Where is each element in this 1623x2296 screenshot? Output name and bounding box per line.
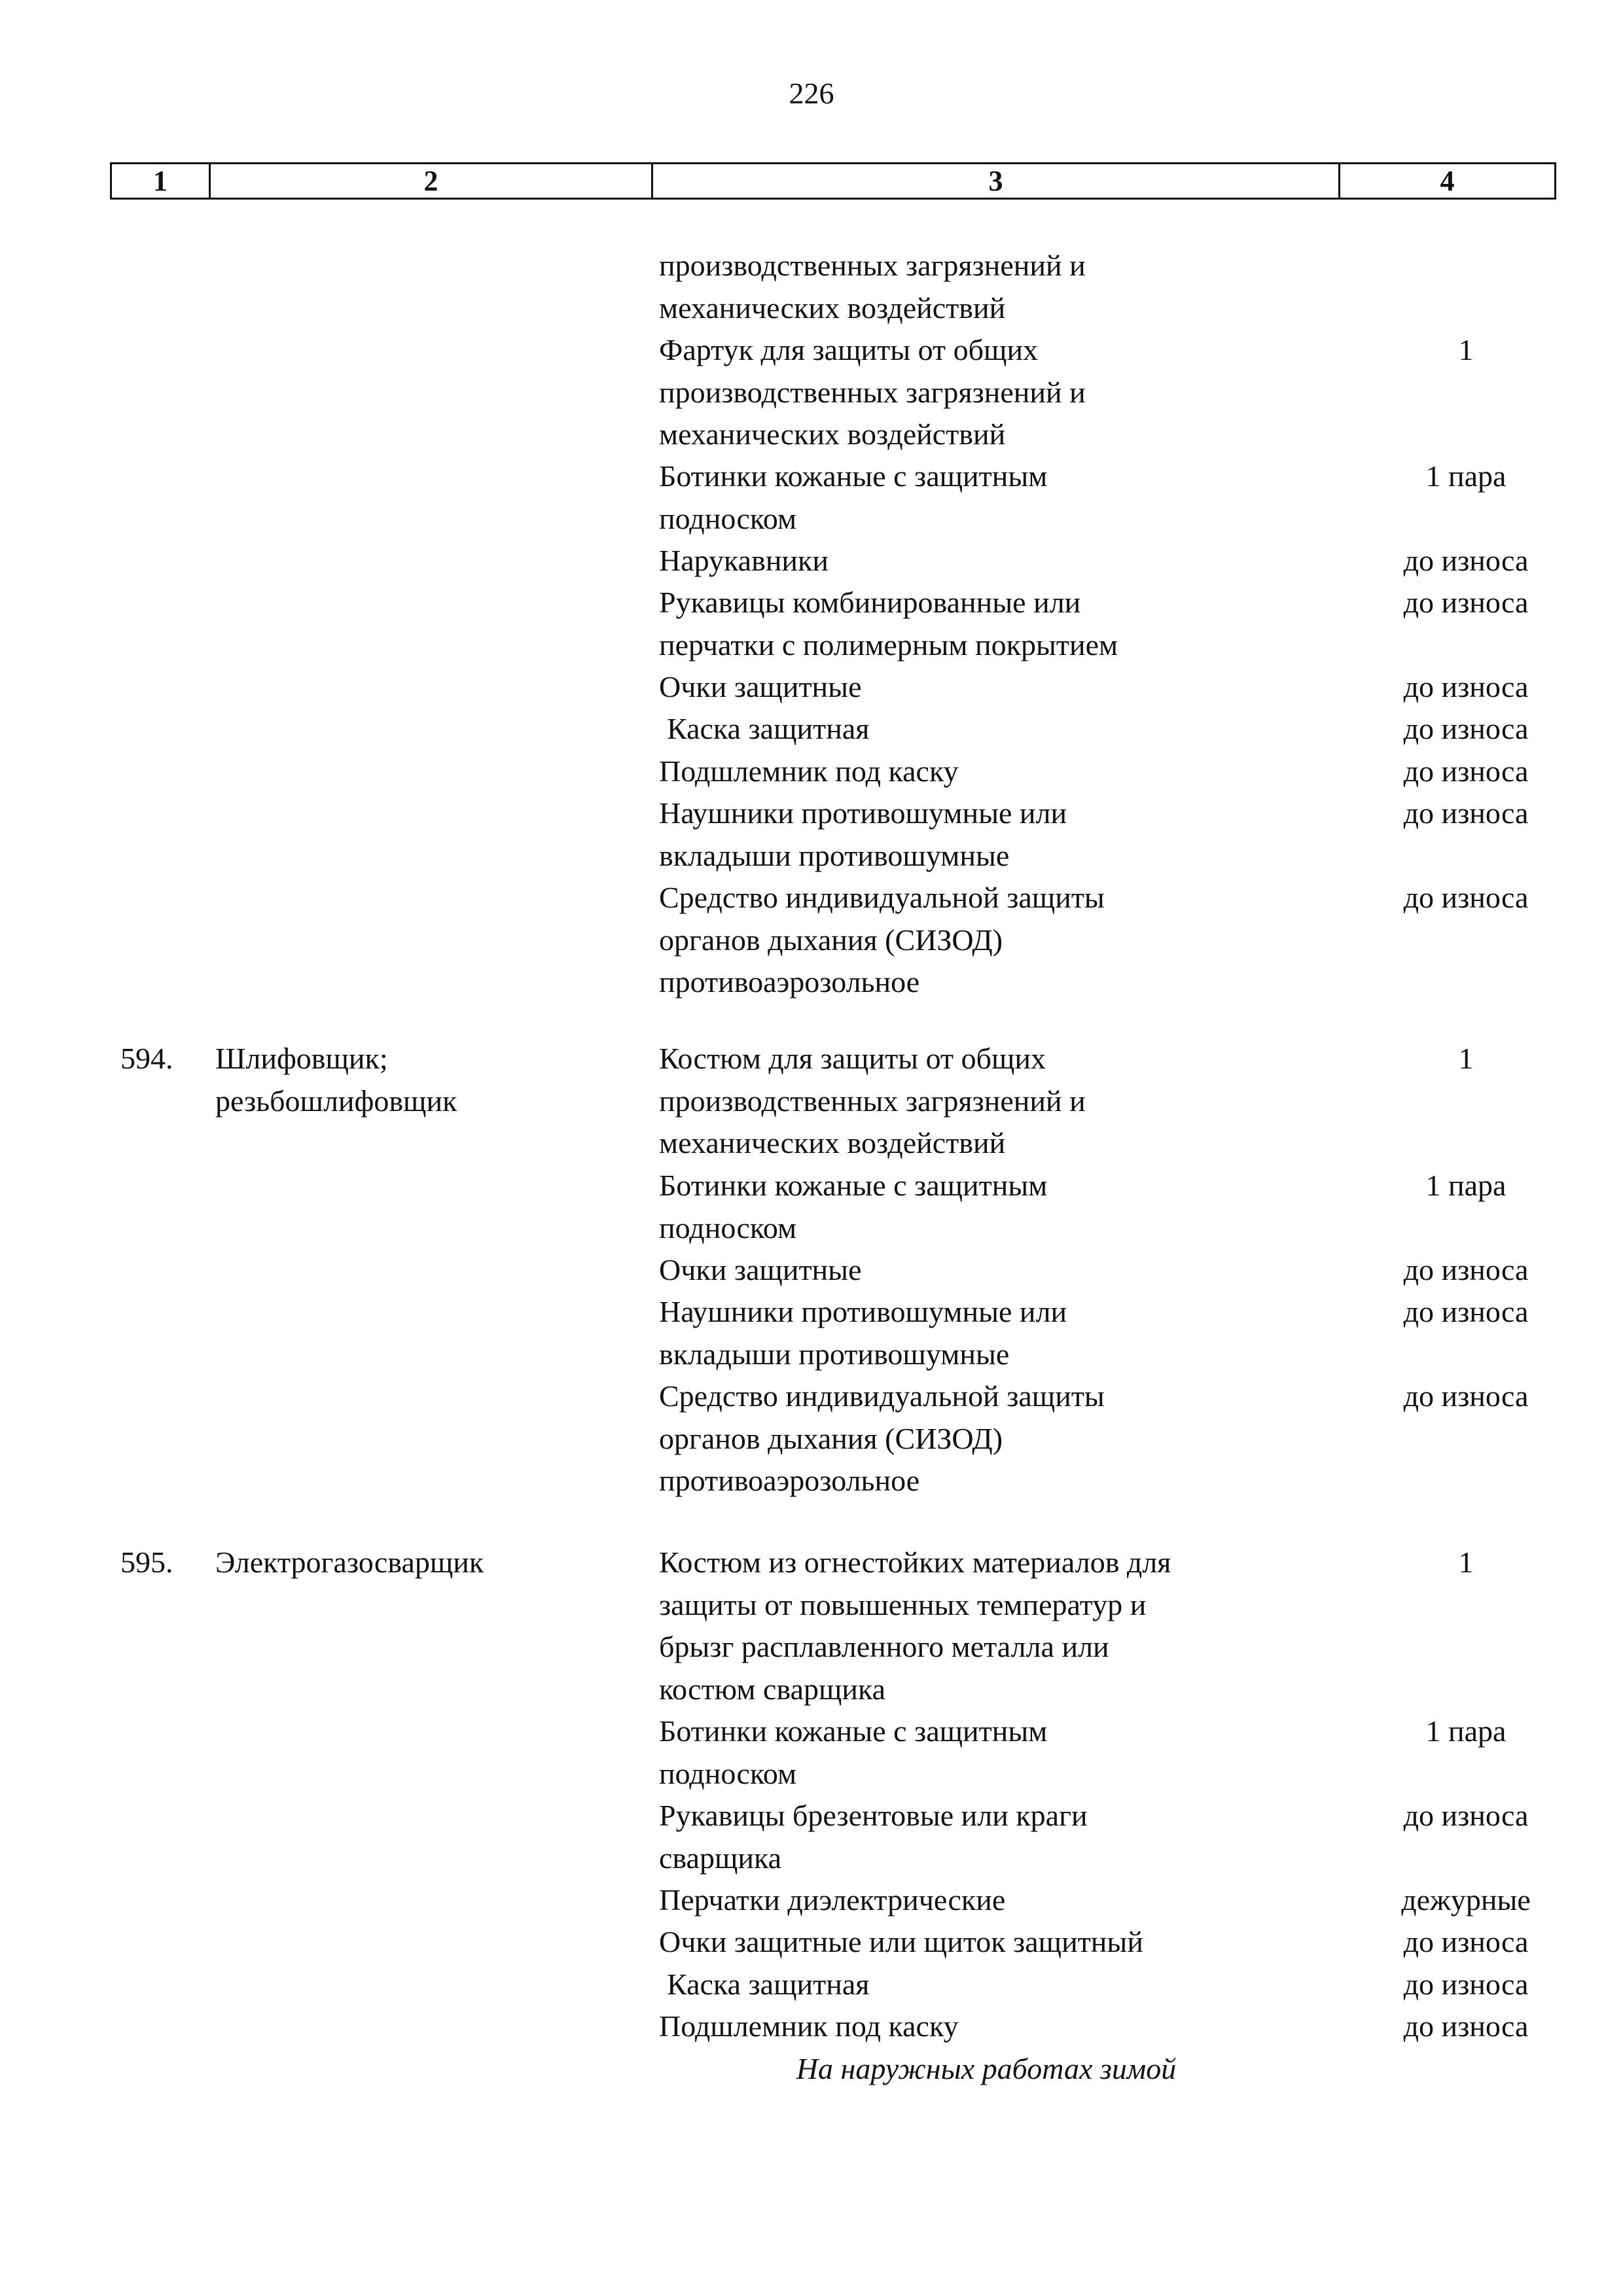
header-col-4: 4 — [1440, 164, 1455, 197]
item-name: Очки защитные или щиток защитный — [659, 1925, 1143, 1958]
item-name: Рукавицы комбинированные или перчатки с полимерным покрытием — [659, 586, 1118, 662]
item-quantity: до износа — [1403, 881, 1529, 914]
item-quantity: 1 — [1458, 1545, 1474, 1579]
occupation-name: Шлифовщик; резьбошлифовщик — [215, 1042, 457, 1118]
item-name: Ботинки кожаные с защитным подноском — [659, 459, 1048, 535]
occupation-name: Электрогазосварщик — [215, 1545, 484, 1579]
item-quantity: 1 пара — [1425, 1714, 1507, 1748]
item-name: Подшлемник под каску — [659, 754, 959, 788]
item-name: Очки защитные — [659, 670, 862, 703]
item-name: Фартук для защиты от общих производственных загрязнений и механических воздействий — [659, 333, 1086, 451]
item-quantity: 1 пара — [1425, 1169, 1507, 1202]
section-subheading: На наружных работах зимой — [796, 2052, 1177, 2085]
item-name: Средство индивидуальной защиты органов дыхания (СИЗОД) противоаэрозольное — [659, 1379, 1105, 1497]
item-quantity: до износа — [1403, 1295, 1529, 1328]
item-name: Костюм для защиты от общих производственных загрязнений и механических воздействий — [659, 1042, 1086, 1159]
item-name: Перчатки диэлектрические — [659, 1883, 1006, 1916]
header-col-3: 3 — [653, 164, 1340, 198]
item-quantity: 1 — [1458, 1042, 1474, 1075]
item-name: Очки защитные — [659, 1253, 862, 1286]
item-quantity: до износа — [1403, 586, 1529, 619]
item-name: Наушники противошумные или вкладыши противошумные — [659, 1295, 1067, 1371]
item-quantity: до износа — [1403, 1968, 1529, 2001]
item-quantity: до износа — [1403, 712, 1529, 745]
header-col-1: 1 — [112, 164, 211, 198]
item-quantity: 1 пара — [1425, 459, 1507, 493]
item-name: Рукавицы брезентовые или краги сварщика — [659, 1799, 1088, 1875]
item-quantity: до износа — [1403, 1253, 1529, 1286]
item-name: Средство индивидуальной защиты органов дыхания (СИЗОД) противоаэрозольное — [659, 881, 1105, 998]
page-number: 226 — [789, 77, 834, 110]
item-name: Ботинки кожаные с защитным подноском — [659, 1714, 1048, 1790]
entry-number: 595. — [120, 1545, 173, 1579]
item-name: Каска защитная — [667, 1968, 870, 2001]
header-col-2: 2 — [211, 164, 653, 198]
item-name: Подшлемник под каску — [659, 2009, 959, 2043]
item-quantity: до износа — [1403, 754, 1529, 788]
item-quantity: до износа — [1403, 2009, 1529, 2043]
item-name: Каска защитная — [667, 712, 870, 745]
item-quantity: до износа — [1403, 544, 1529, 577]
item-quantity: 1 — [1458, 333, 1474, 366]
entry-number: 594. — [120, 1042, 173, 1075]
item-quantity: дежурные — [1401, 1883, 1531, 1916]
item-name: Костюм из огнестойких материалов для защиты от повышенных температур и брызг расплавленного металла или костюм сварщика — [659, 1545, 1171, 1706]
item-name: Наушники противошумные или вкладыши противошумные — [659, 796, 1067, 872]
item-name: Ботинки кожаные с защитным подноском — [659, 1169, 1048, 1245]
item-name: Нарукавники — [659, 544, 829, 577]
item-quantity: до износа — [1403, 1379, 1529, 1413]
table-header — [110, 162, 1556, 200]
item-quantity: до износа — [1403, 1925, 1529, 1958]
item-quantity: до износа — [1403, 796, 1529, 830]
item-name: производственных загрязнений и механических воздействий — [659, 249, 1086, 325]
item-quantity: до износа — [1403, 1799, 1529, 1832]
item-quantity: до износа — [1403, 670, 1529, 703]
